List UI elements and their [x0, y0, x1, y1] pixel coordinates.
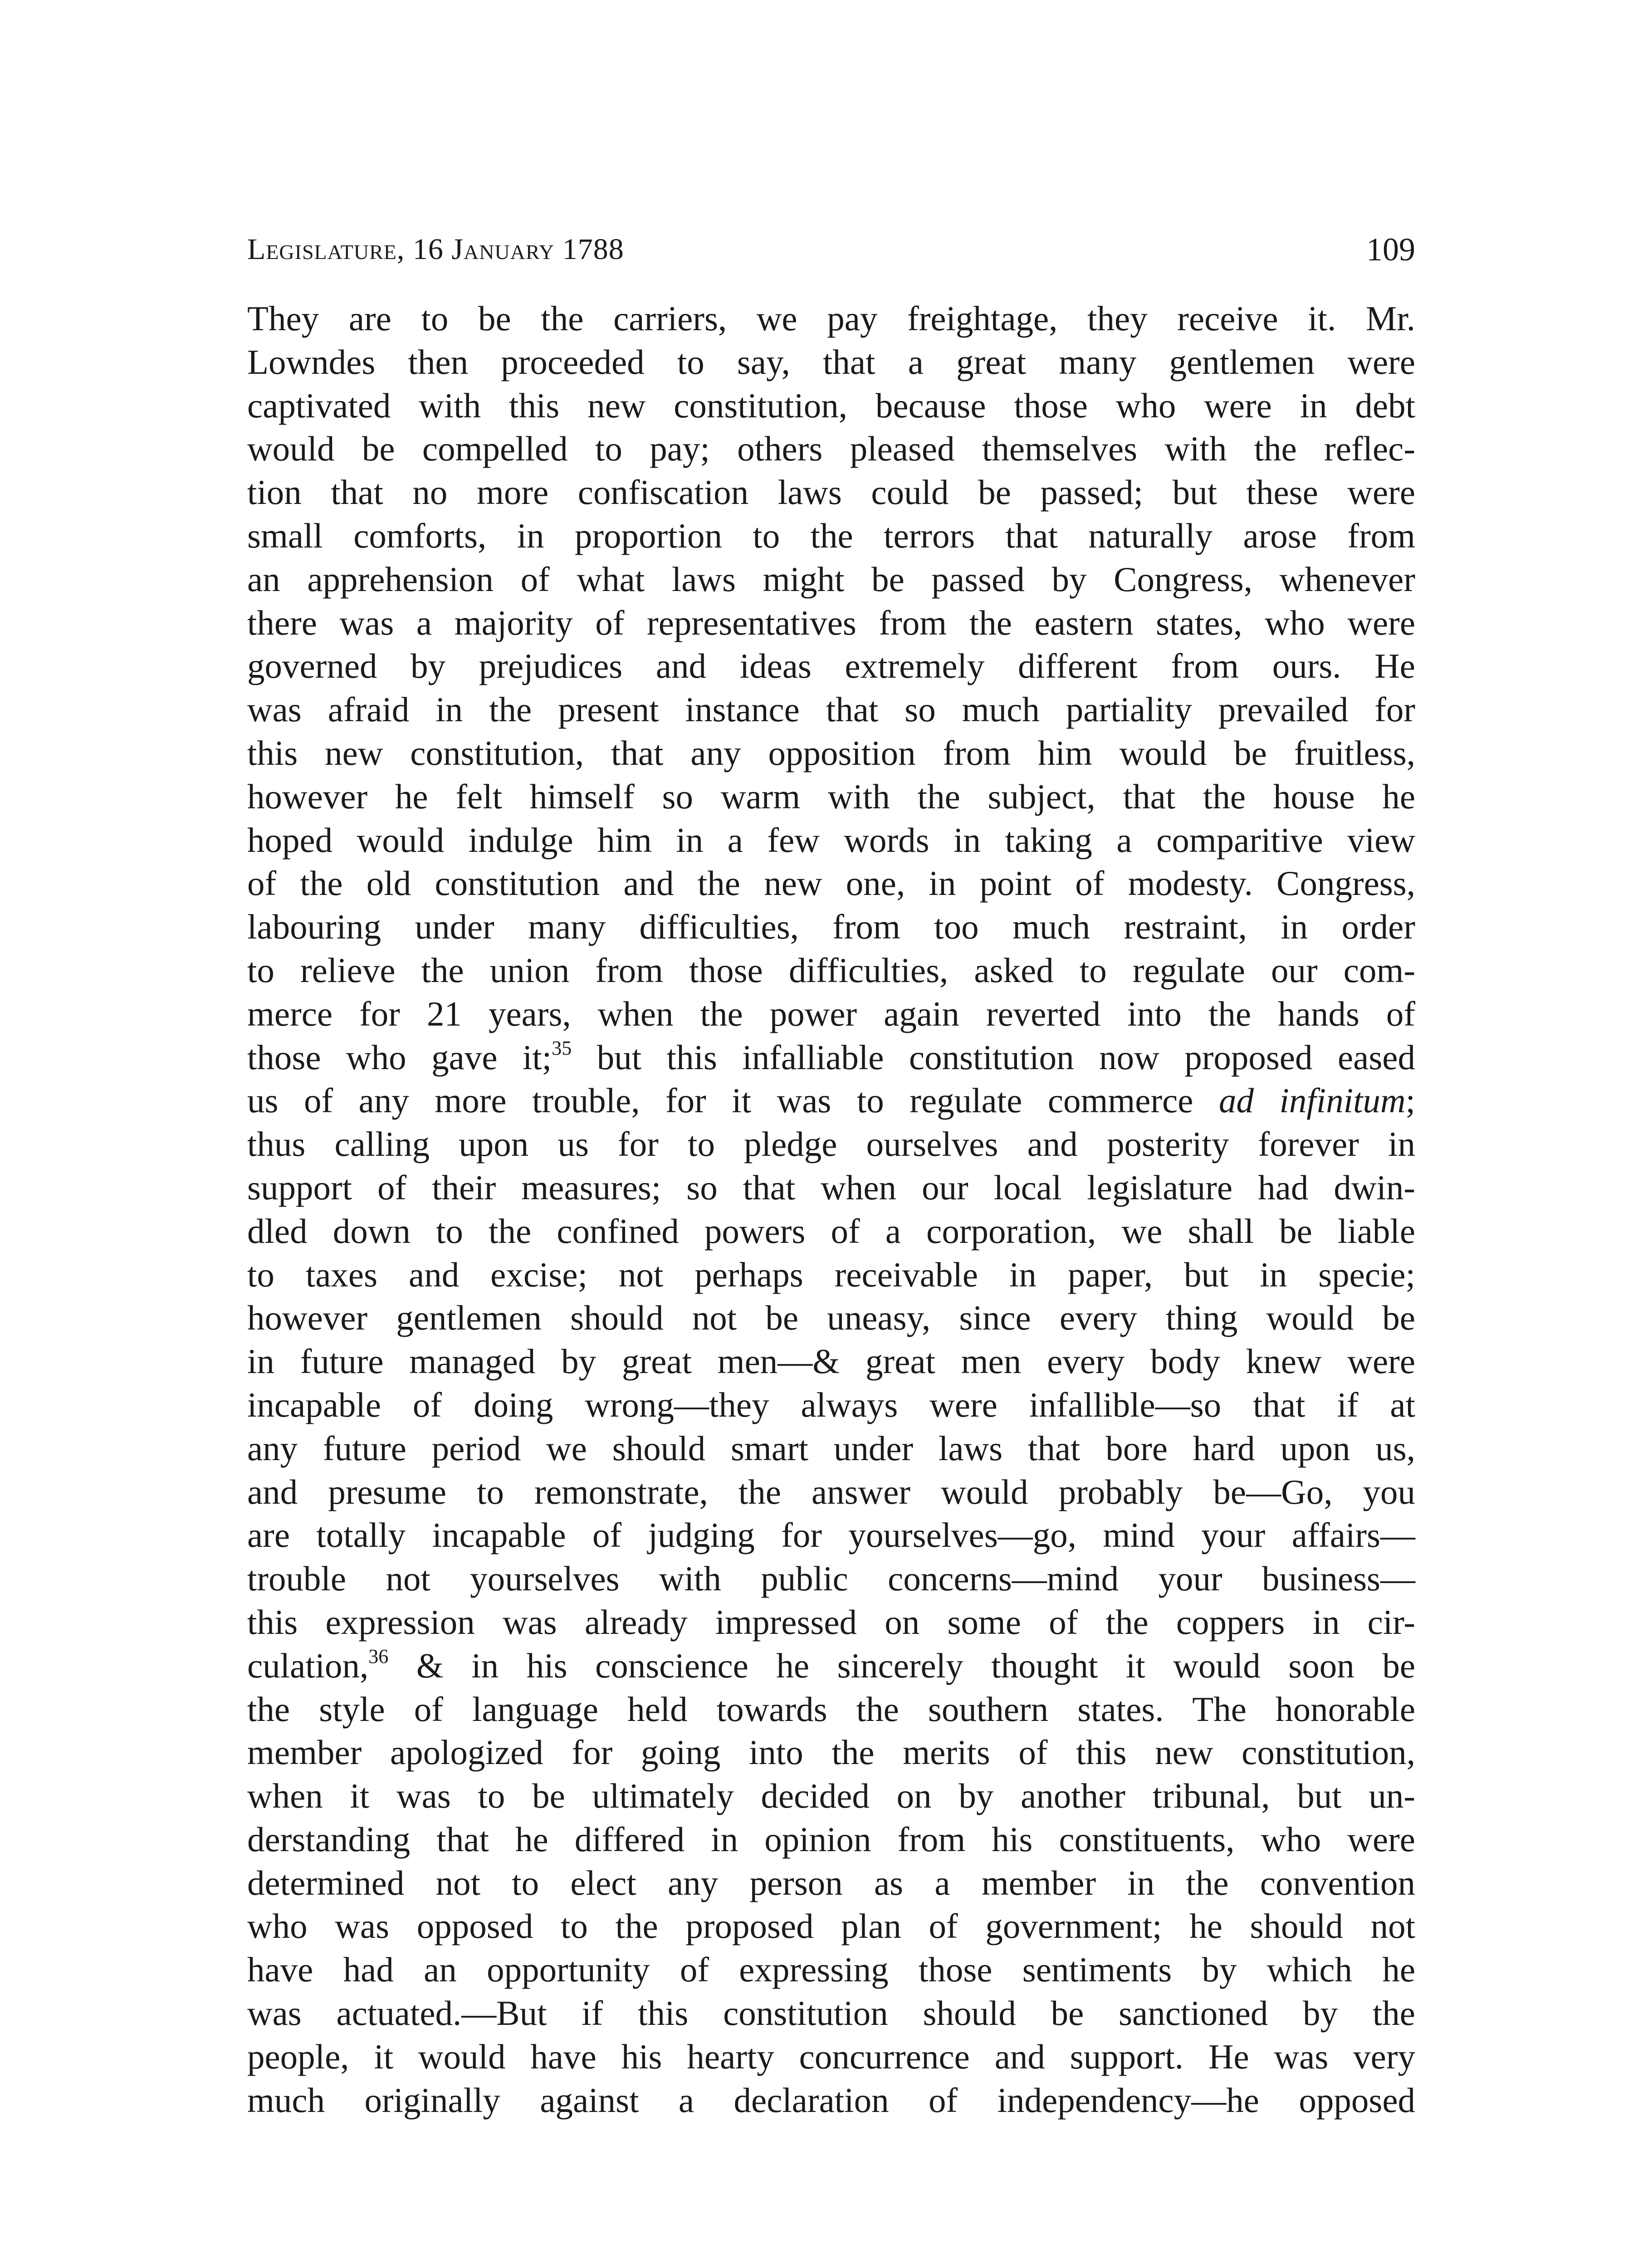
- text-line: are totally incapable of judging for yourselves—go, mind your affairs—: [247, 1515, 1415, 1555]
- text-line: any future period we should smart under laws that bore hard upon us,: [247, 1428, 1415, 1468]
- text-line: of the old constitution and the new one, in point of modesty. Congress,: [247, 864, 1415, 903]
- text-line: was actuated.—But if this constitution should be sanctioned by the: [247, 1994, 1415, 2033]
- text-segment: us of any more trouble, for it was to regulate commerce: [247, 1081, 1219, 1120]
- text-line-with-note: [247, 1644, 1415, 1688]
- text-line: hoped would indulge him in a few words in taking a comparitive view: [247, 820, 1415, 860]
- text-segment: ;: [1405, 1081, 1415, 1120]
- text-line: however he felt himself so warm with the subject, that the house he: [247, 777, 1415, 816]
- text-line: when it was to be ultimately decided on by another tribunal, but un-: [247, 1776, 1415, 1816]
- text-line: tion that no more confiscation laws could be passed; but these were: [247, 473, 1415, 512]
- text-line: member apologized for going into the merits of this new constitution,: [247, 1733, 1415, 1772]
- text-line: people, it would have his hearty concurrence and support. He was very: [247, 2037, 1415, 2076]
- footnote-marker[interactable]: 36: [368, 1645, 389, 1667]
- text-line: this new constitution, that any opposition from him would be fruitless,: [247, 733, 1415, 772]
- text-line: thus calling upon us for to pledge ourselves and posterity forever in: [247, 1124, 1415, 1164]
- text-line: determined not to elect any person as a member in the convention: [247, 1863, 1415, 1902]
- text-line: labouring under many difficulties, from too much restraint, in order: [247, 907, 1415, 947]
- text-line: Lowndes then proceeded to say, that a great many gentlemen were: [247, 342, 1415, 381]
- text-line: trouble not yourselves with public concerns—mind your business—: [247, 1559, 1415, 1598]
- text-line: would be compelled to pay; others pleased themselves with the reflec-: [247, 429, 1415, 469]
- text-line: this expression was already impressed on some of the coppers in cir-: [247, 1602, 1415, 1642]
- text-line: there was a majority of representatives from the eastern states, who were: [247, 603, 1415, 642]
- text-line: an apprehension of what laws might be passed by Congress, whenever: [247, 559, 1415, 599]
- text-line-with-italic: [247, 1079, 1415, 1123]
- text-line: have had an opportunity of expressing those sentiments by which he: [247, 1950, 1415, 1989]
- footnote-marker[interactable]: 35: [552, 1036, 572, 1059]
- body-text: [247, 297, 1415, 2122]
- text-segment: those who gave it;: [247, 1037, 552, 1077]
- text-line-with-note: [247, 1036, 1415, 1080]
- text-line: and presume to remonstrate, the answer would probably be—Go, you: [247, 1472, 1415, 1511]
- text-line: support of their measures; so that when our local legislature had dwin-: [247, 1168, 1415, 1207]
- running-head: Legislature, 16 January 1788: [247, 233, 624, 266]
- text-line: They are to be the carriers, we pay freightage, they receive it. Mr.: [247, 299, 1415, 338]
- text-line: incapable of doing wrong—they always were infallible—so that if at: [247, 1385, 1415, 1424]
- text-segment: but this infalliable constitution now proposed eased: [572, 1037, 1415, 1077]
- text-line: however gentlemen should not be uneasy, since every thing would be: [247, 1298, 1415, 1338]
- text-line: to relieve the union from those difficulties, asked to regulate our com-: [247, 950, 1415, 990]
- italic-phrase: ad infinitum: [1218, 1081, 1406, 1120]
- text-line: the style of language held towards the southern states. The honorable: [247, 1689, 1415, 1729]
- text-segment: & in his conscience he sincerely thought it would soon be: [388, 1646, 1415, 1685]
- text-line: governed by prejudices and ideas extremely different from ours. He: [247, 646, 1415, 686]
- text-line: small comforts, in proportion to the terrors that naturally arose from: [247, 516, 1415, 555]
- text-line: who was opposed to the proposed plan of government; he should not: [247, 1906, 1415, 1946]
- text-line: captivated with this new constitution, because those who were in debt: [247, 386, 1415, 425]
- text-line: dled down to the confined powers of a corporation, we shall be liable: [247, 1211, 1415, 1251]
- page-number: 109: [1366, 231, 1415, 268]
- text-line: much originally against a declaration of independency—he opposed: [247, 2080, 1415, 2120]
- text-line: merce for 21 years, when the power again reverted into the hands of: [247, 994, 1415, 1033]
- text-line: derstanding that he differed in opinion from his constituents, who were: [247, 1819, 1415, 1859]
- text-line: to taxes and excise; not perhaps receivable in paper, but in specie;: [247, 1255, 1415, 1294]
- text-line: in future managed by great men—& great men every body knew were: [247, 1342, 1415, 1381]
- page-header: [247, 229, 1415, 270]
- text-line: was afraid in the present instance that so much partiality prevailed for: [247, 690, 1415, 729]
- text-segment: culation,: [247, 1646, 369, 1685]
